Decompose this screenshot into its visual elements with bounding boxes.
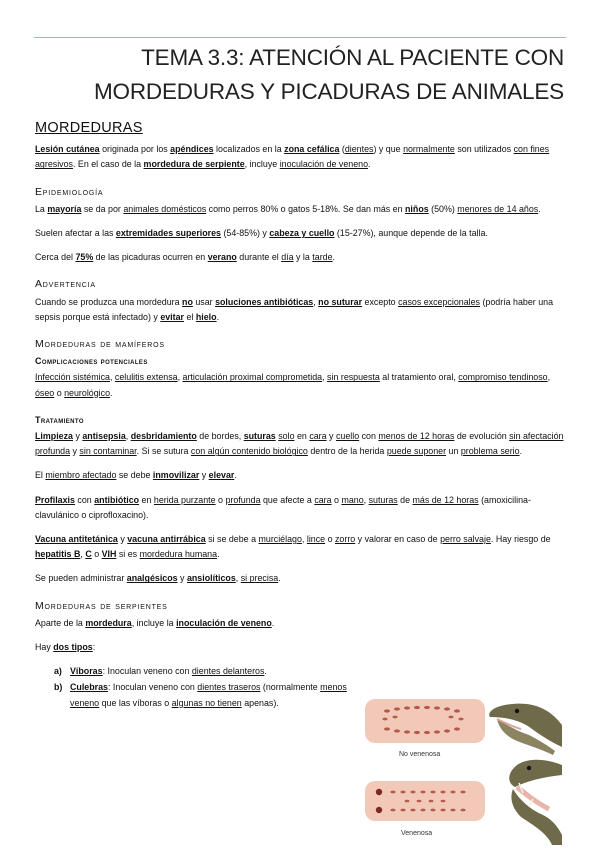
- snake-head-non-venomous: [489, 704, 562, 755]
- heading-complicaciones: Complicaciones potenciales: [35, 356, 148, 367]
- title-line-2: MORDEDURAS Y PICADURAS DE ANIMALES: [94, 79, 564, 104]
- caption-non-venomous: No venenosa: [399, 751, 441, 758]
- title-line-1: TEMA 3.3: ATENCIÓN AL PACIENTE CON: [141, 45, 564, 70]
- skin-patch-non-venomous: [365, 699, 485, 743]
- paragraph-tratamiento-5: Se pueden administrar analgésicos y ansiolíticos, si precisa.: [35, 573, 281, 584]
- paragraph-epidemiologia-2: Suelen afectar a las extremidades superiores (54-85%) y cabeza y cuello (15-27%), aunque depende de la talla.: [35, 228, 488, 239]
- header-rule: [34, 37, 566, 38]
- paragraph-epidemiologia-1: La mayoría se da por animales domésticos como perros 80% o gatos 5-18%. Se dan más en niños (50%) menores de 14 años.: [35, 203, 541, 214]
- paragraph-complicaciones: Infección sistémica, celulitis extensa, articulación proximal comprometida, sin respuesta al tratamiento oral, compromiso tendinoso, óseo o neurológico.: [35, 372, 551, 398]
- paragraph-definicion: Lesión cutánea originada por los apéndices localizados en la zona cefálica (dientes) y que normalmente son utilizados con fines agresivos. En el caso de la mordedura de serpiente, incluye inoculación de veneno.: [35, 144, 550, 170]
- paragraph-serpientes-2: Hay dos tipos:: [35, 642, 96, 653]
- list-item: b) Culebras: Inoculan veneno con dientes traseros (normalmente menos veneno que las víboras o algunas no tienen apenas).: [54, 682, 347, 708]
- paragraph-tratamiento-1: Limpieza y antisepsia, desbridamiento de bordes, suturas solo en cara y cuello con menos de 12 horas de evolución sin afectación profunda y sin contaminar. Si se sutura con algún contenido biológico dentro de la herida puede suponer un problema serio.: [35, 431, 564, 457]
- page-title: [94, 41, 564, 109]
- paragraph-epidemiologia-3: Cerca del 75% de las picaduras ocurren en verano durante el día y la tarde.: [35, 252, 335, 263]
- snake-head-venomous: [509, 760, 562, 845]
- heading-epidemiologia: Epidemiología: [35, 185, 104, 198]
- snake-bite-figure: [357, 695, 562, 845]
- snake-bite-illustration: [357, 695, 562, 845]
- paragraph-tratamiento-3: Profilaxis con antibiótico en herida purzante o profunda que afecte a cara o mano, suturas de más de 12 horas (amoxicilina-clavulánico o ciprofloxacino).: [35, 494, 531, 520]
- heading-mamiferos: Mordeduras de mamíferos: [35, 338, 165, 351]
- heading-advertencia: Advertencia: [35, 278, 96, 291]
- caption-venomous: Venenosa: [401, 830, 433, 837]
- paragraph-serpientes-1: Aparte de la mordedura, incluye la inoculación de veneno.: [35, 617, 275, 628]
- skin-patch-venomous: [365, 781, 485, 821]
- paragraph-tratamiento-4: Vacuna antitetánica y vacuna antirrábica si se debe a murciélago, lince o zorro y valorar en caso de perro salvaje. Hay riesgo de hepatitis B, C o VIH si es mordedura humana.: [35, 534, 551, 560]
- paragraph-advertencia: Cuando se produzca una mordedura no usar soluciones antibióticas, no suturar excepto casos excepcionales (podría haber una sepsis porque está infectado) y evitar el hielo.: [35, 296, 554, 322]
- list-item: a) Víboras: Inoculan veneno con dientes delanteros.: [54, 666, 267, 677]
- paragraph-tratamiento-2: El miembro afectado se debe inmovilizar y elevar.: [35, 470, 237, 481]
- heading-serpientes: Mordeduras de serpientes: [35, 599, 168, 612]
- section-heading-mordeduras: MORDEDURAS: [35, 120, 143, 136]
- heading-tratamiento: Tratamiento: [35, 414, 84, 425]
- document-body: [35, 121, 565, 712]
- snake-types-list: [35, 664, 355, 711]
